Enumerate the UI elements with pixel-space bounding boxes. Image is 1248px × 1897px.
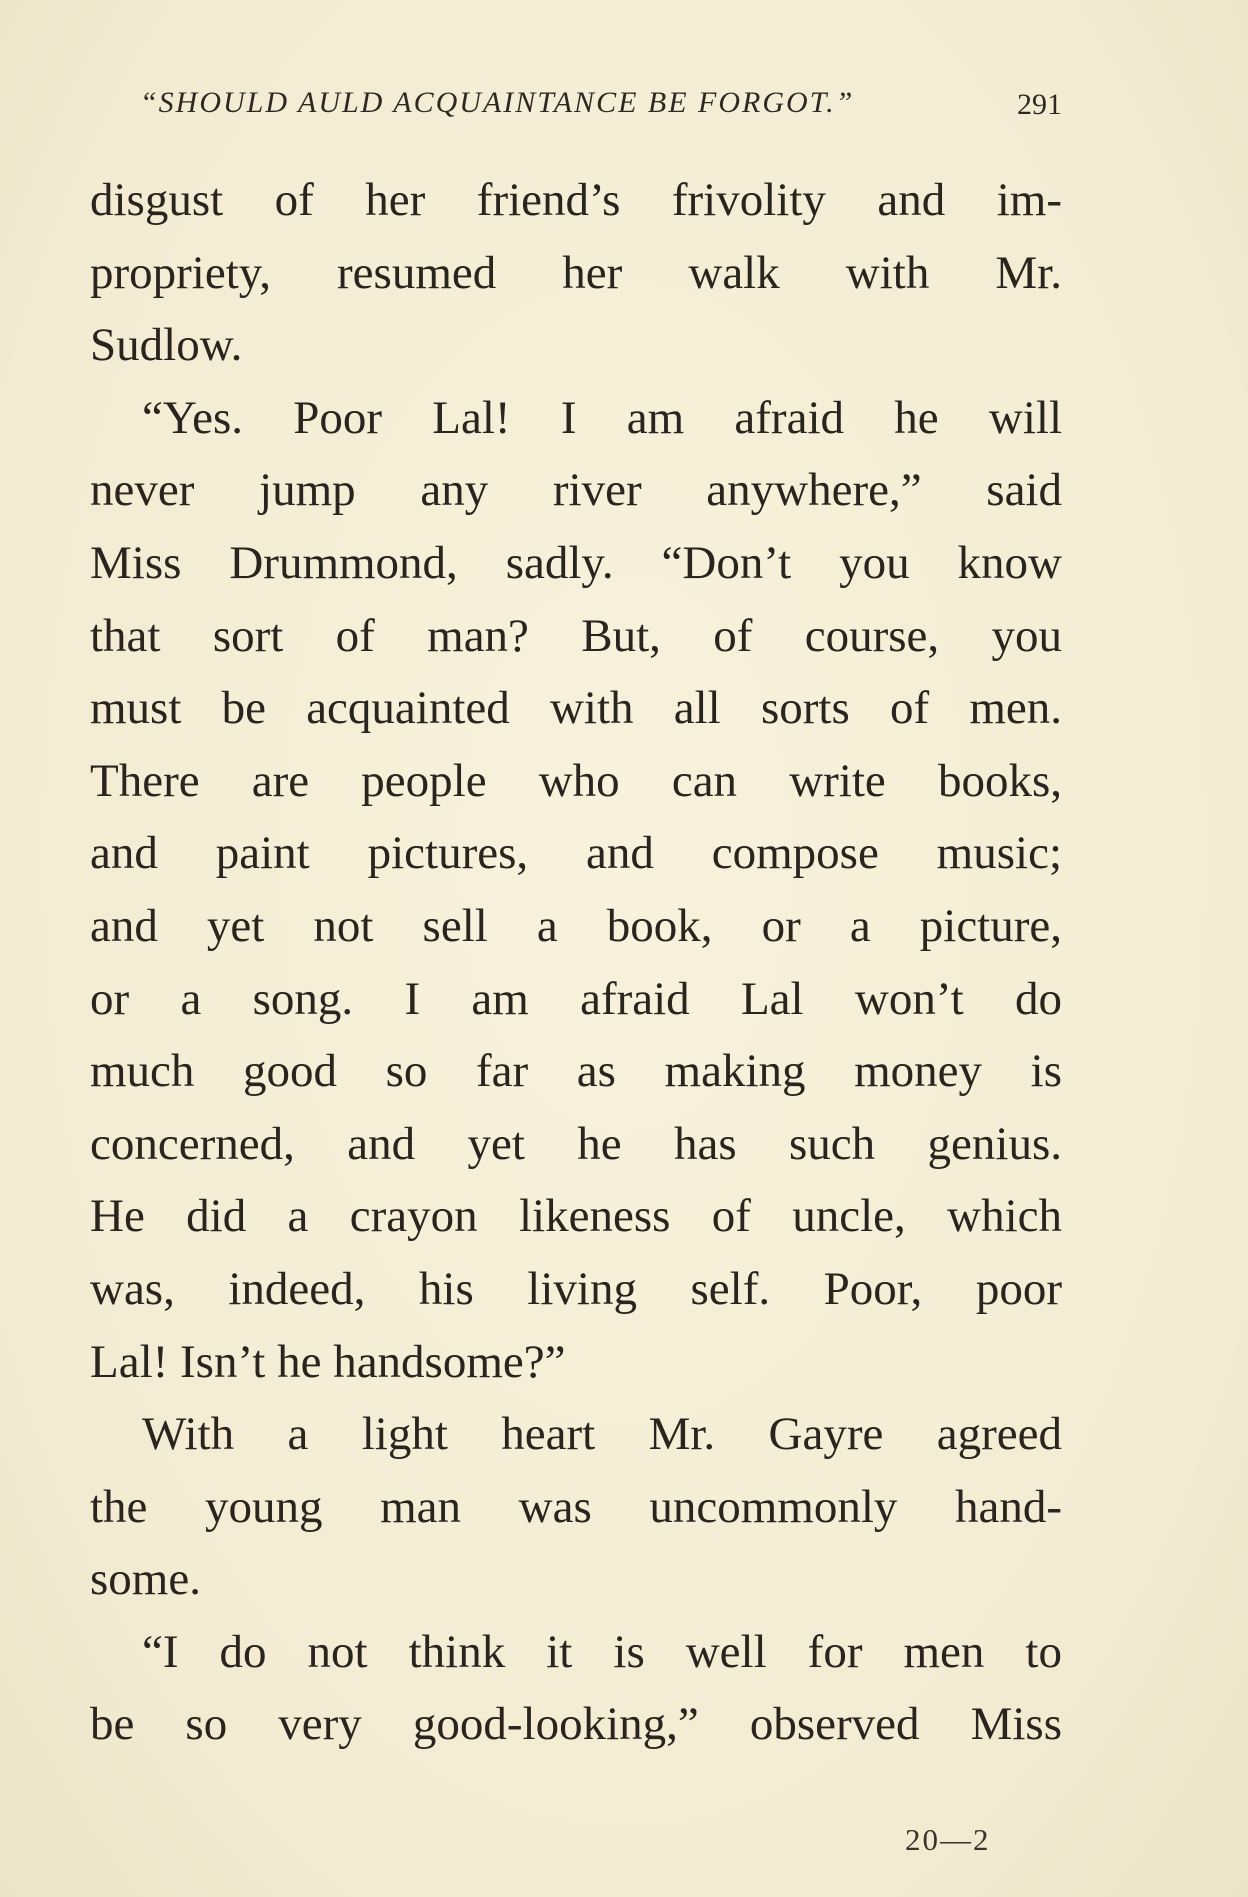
text-line: and paint pictures, and compose music;: [90, 827, 1062, 880]
text-line: never jump any river anywhere,” said: [90, 464, 1062, 517]
page-number: 291: [1017, 88, 1062, 121]
text-line: much good so far as making money is: [90, 1045, 1062, 1098]
text-line: some.: [90, 1553, 201, 1606]
text-line: and yet not sell a book, or a picture,: [90, 899, 1062, 952]
text-line: that sort of man? But, of course, you: [90, 609, 1062, 662]
text-line: With a light heart Mr. Gayre agreed: [142, 1408, 1062, 1461]
text-line: concerned, and yet he has such genius.: [90, 1117, 1062, 1170]
text-line: Lal! Isn’t he handsome?”: [90, 1335, 566, 1388]
text-line: the young man was uncommonly hand-: [90, 1480, 1062, 1533]
running-head-title: “SHOULD AULD ACQUAINTANCE BE FORGOT.”: [140, 86, 855, 119]
text-line: “Yes. Poor Lal! I am afraid he will: [142, 391, 1062, 444]
signature-mark: 20—2: [905, 1822, 991, 1857]
text-line: Miss Drummond, sadly. “Don’t you know: [90, 536, 1062, 589]
text-line: or a song. I am afraid Lal won’t do: [90, 972, 1062, 1025]
running-head: [140, 86, 1062, 126]
text-line: disgust of her friend’s frivolity and im-: [90, 174, 1062, 226]
body-text: [90, 164, 1062, 1761]
text-line: be so very good-looking,” observed Miss: [90, 1698, 1062, 1751]
text-line: propriety, resumed her walk with Mr.: [90, 246, 1062, 299]
text-line: There are people who can write books,: [90, 754, 1062, 807]
text-line: “I do not think it is well for men to: [142, 1625, 1062, 1678]
text-line: He did a crayon likeness of uncle, which: [90, 1190, 1062, 1243]
text-line: was, indeed, his living self. Poor, poor: [90, 1262, 1062, 1315]
text-line: Sudlow.: [90, 319, 243, 372]
text-line: must be acquainted with all sorts of men.: [90, 682, 1062, 735]
